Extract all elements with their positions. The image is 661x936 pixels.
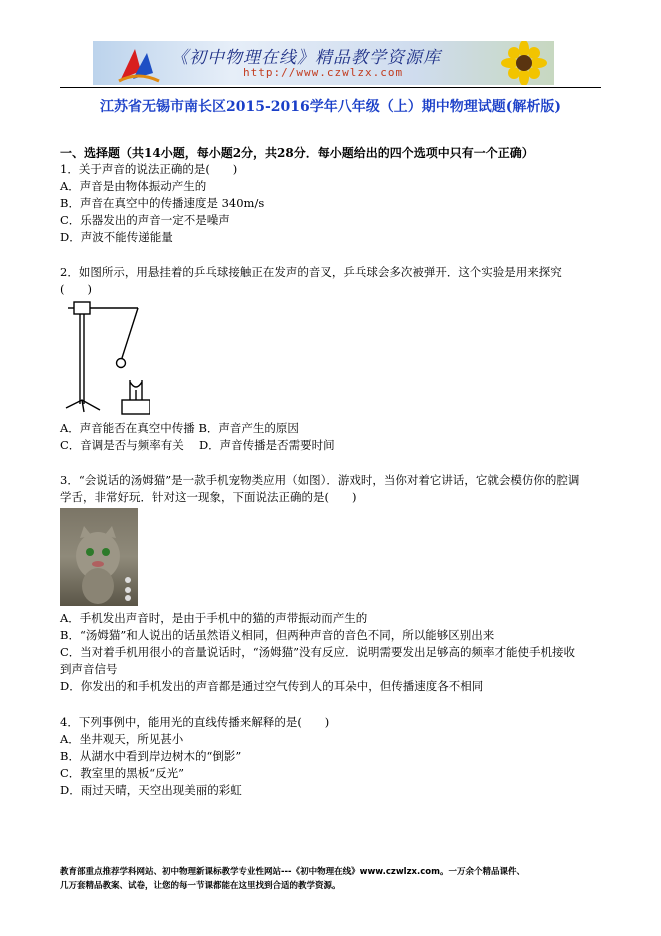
q4-option-a: A．坐井观天，所见甚小 xyxy=(60,732,184,746)
q4-option-c: C．教室里的黑板“反光” xyxy=(60,766,185,780)
q1-option-a: A．声音是由物体振动产生的 xyxy=(60,179,207,193)
footer-line2: 几万套精品教案、试卷，让您的每一节课都能在这里找到合适的教学资源。 xyxy=(60,881,341,891)
section-heading: 一、选择题（共14小题，每小题2分，共28分．每小题给出的四个选项中只有一个正确） xyxy=(60,146,534,160)
footer-line1: 教育部重点推荐学科网站、初中物理新课标教学专业性网站---《初中物理在线》www.czwlzx.com。一万余个精品课件、 xyxy=(60,867,525,877)
talking-tom-phone-figure xyxy=(60,508,138,606)
document-title: 江苏省无锡市南长区2015-2016学年八年级（上）期中物理试题(解析版) xyxy=(100,99,561,115)
q2-options-cd: C．音调是否与频率有关 D．声音传播是否需要时间 xyxy=(60,438,335,452)
q1-option-d: D．声波不能传递能量 xyxy=(60,230,173,244)
header-rule xyxy=(60,87,601,88)
q2-options-ab: A．声音能否在真空中传播 B．声音产生的原因 xyxy=(60,421,299,435)
q4-option-b: B．从湖水中看到岸边树木的“倒影” xyxy=(60,749,242,763)
q3-option-c-line1: C．当对着手机用很小的音量说话时，“汤姆猫”没有反应．说明需要发出足够高的频率才能使手机接收 xyxy=(60,645,576,659)
q1-option-c: C．乐器发出的声音一定不是噪声 xyxy=(60,213,230,227)
sunflower-icon xyxy=(494,41,554,85)
q4-stem: 4．下列事例中，能用光的直线传播来解释的是( ) xyxy=(60,715,330,729)
q3-option-d: D．你发出的和手机发出的声音都是通过空气传到人的耳朵中，但传播速度各不相同 xyxy=(60,679,484,693)
header-banner xyxy=(93,41,554,85)
q3-stem-line1: 3．“会说话的汤姆猫”是一款手机宠物类应用（如图）．游戏时，当你对着它讲话，它就会模仿你的腔调 xyxy=(60,473,580,487)
banner-title: 《初中物理在线》精品教学资源库 xyxy=(171,48,441,68)
q2-stem-line2: ( ) xyxy=(60,282,92,296)
banner-url[interactable]: http://www.czwlzx.com xyxy=(243,66,404,79)
q3-option-a: A．手机发出声音时，是由于手机中的猫的声带振动而产生的 xyxy=(60,611,368,625)
cat-image-icon xyxy=(60,508,138,606)
q3-option-b: B．“汤姆猫”和人说出的话虽然语义相同，但两种声音的音色不同，所以能够区别出来 xyxy=(60,628,495,642)
q1-stem: 1．关于声音的说法正确的是( ) xyxy=(60,162,238,176)
q4-option-d: D．雨过天晴，天空出现美丽的彩虹 xyxy=(60,783,242,797)
q1-option-b: B．声音在真空中的传播速度是 340m/s xyxy=(60,196,265,210)
q2-stem-line1: 2．如图所示，用悬挂着的乒乓球接触正在发声的音叉，乒乓球会多次被弹开．这个实验是用来探究 xyxy=(60,265,562,279)
tuning-fork-apparatus-figure xyxy=(60,296,150,416)
q3-stem-line2: 学舌，非常好玩．针对这一现象，下面说法正确的是( ) xyxy=(60,490,357,504)
site-logo-icon xyxy=(113,41,163,85)
q3-option-c-line2: 到声音信号 xyxy=(60,662,118,676)
